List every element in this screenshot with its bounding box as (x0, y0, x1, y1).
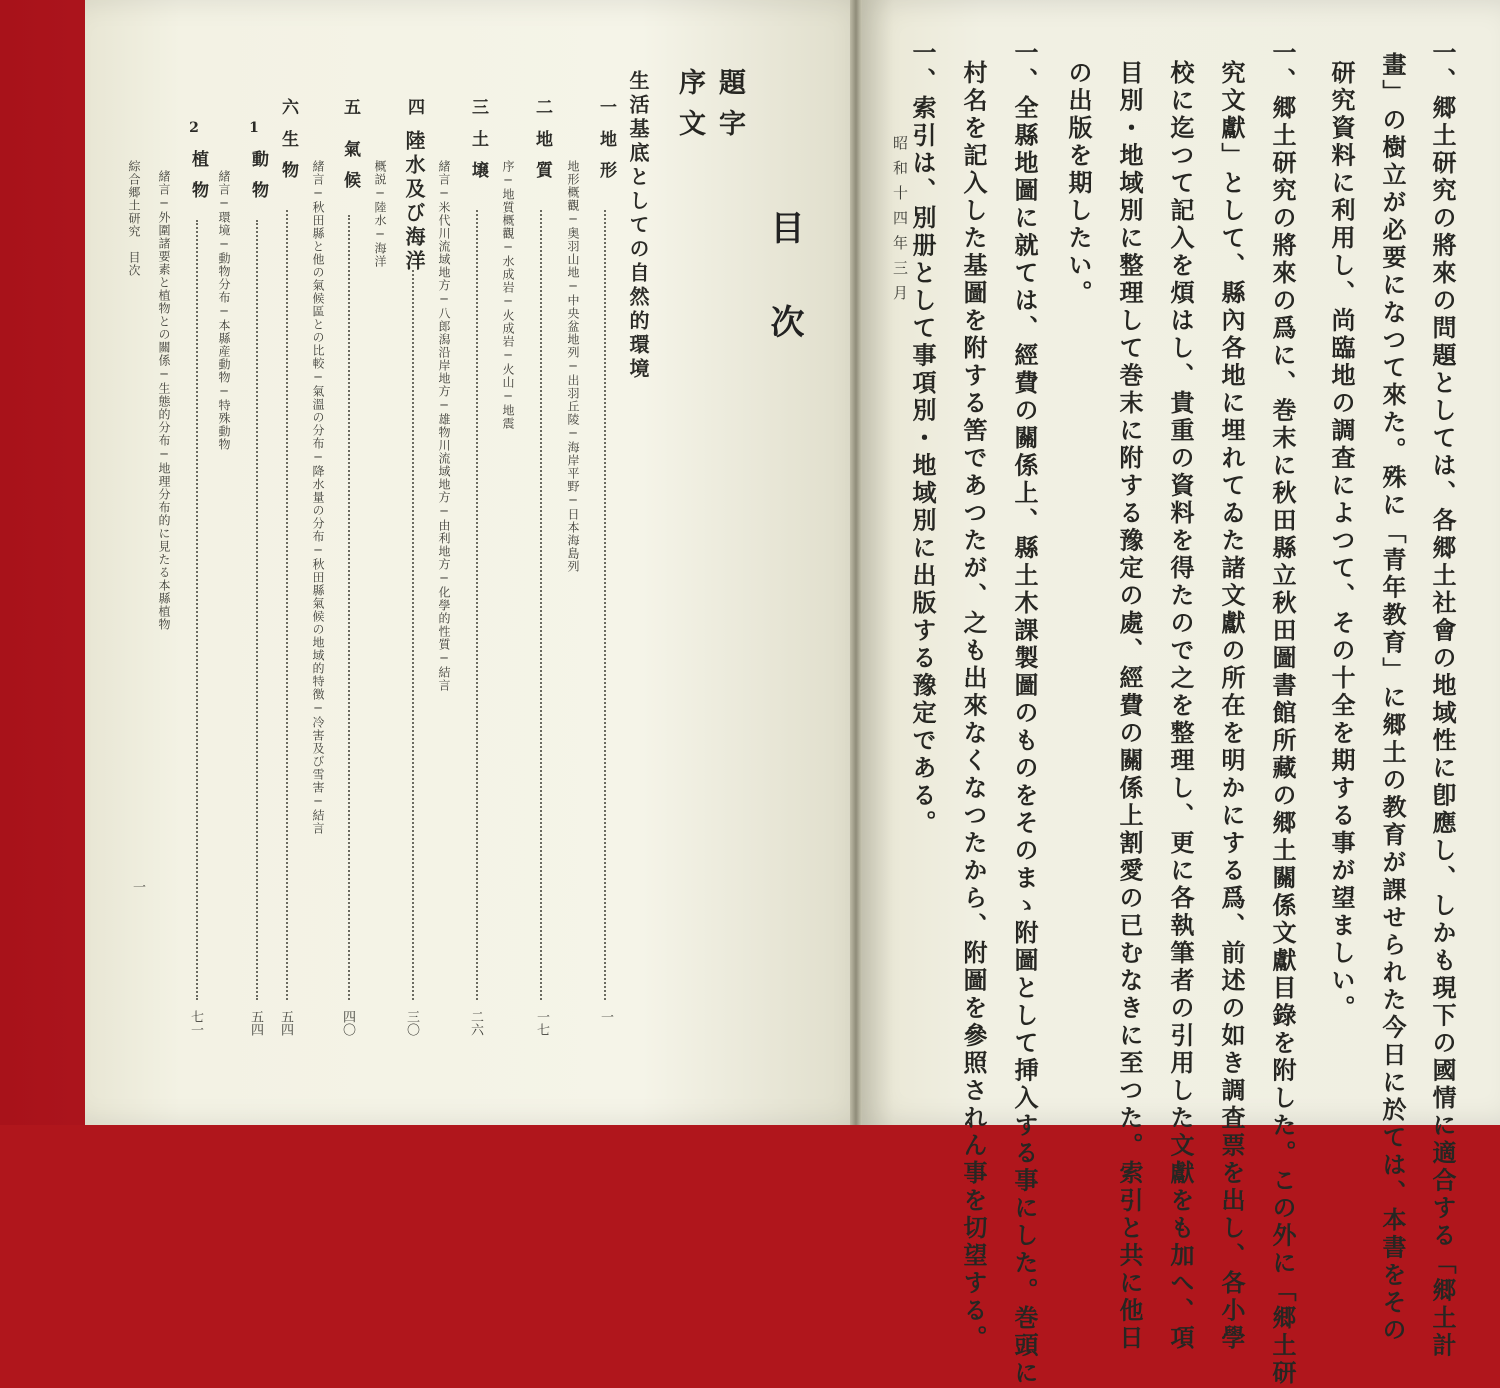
preface-line-9: 一、全縣地圖に就ては、經費の關係上、縣土木課製圖のものをそのまゝ附圖として挿入する事にした。巻頭に (1010, 40, 1039, 1388)
toc-leader (604, 210, 606, 1000)
toc-entry-num: 四 (404, 98, 424, 129)
toc-title: 目次 (764, 210, 804, 398)
preface-line-6: 校に迄つて記入を煩はし、貴重の資料を得たので之を整理し、更に各執筆者の引用した文獻をも加へ、項 (1166, 60, 1195, 1353)
toc-entry-num: 一 (596, 98, 616, 129)
toc-entry-sub: 概説─陸水─海洋 (373, 160, 387, 268)
toc-entry-label: 地形 (596, 130, 616, 192)
toc-leader (348, 215, 350, 1000)
toc-entry-label: 氣候 (340, 140, 360, 202)
toc-entry-num: 六 (278, 98, 298, 129)
preface-line-5: 究文獻」として、縣內各地に埋れてゐた諸文獻の所在を明かにする爲、前述の如き調査票を出し、各小學 (1217, 60, 1246, 1353)
toc-entry-sub: 緒言─米代川流域地方─八郎潟沿岸地方─雄物川流域地方─由利地方─化學的性質─結言 (437, 160, 451, 692)
toc-entry-sub: 地形概觀─奥羽山地─中央盆地列─出羽丘陵─海岸平野─日本海島列 (566, 160, 580, 573)
toc-entry-daiji: 題字 (714, 68, 745, 150)
toc-entry-jobun: 序文 (674, 68, 705, 150)
toc-entry-sub: 緒言─外圍諸要素と植物との關係─生態的分布─地理分布的に見たる本縣植物 (157, 170, 171, 631)
toc-leader (196, 220, 198, 1000)
preface-line-2: 畫」の樹立が必要になつて來た。殊に「青年教育」に郷土の教育が課せられた今日に於ては、本書をその (1378, 52, 1407, 1345)
toc-entry-page: 五四 (248, 1010, 263, 1036)
preface-line-10: 村名を記入した基圖を附する筈であつたが、之も出來なくなつたから、附圖を參照されん事を切望する。 (959, 60, 988, 1353)
toc-entry-num: 1 (246, 120, 262, 150)
toc-leader (286, 210, 288, 1000)
toc-entry-sub: 序─地質概觀─水成岩─火成岩─火山─地震 (501, 160, 515, 430)
preface-line-11: 一、索引は、別册として事項別・地域別に出版する豫定である。 (908, 40, 937, 838)
preface-line-8: の出版を期したい。 (1064, 60, 1093, 308)
toc-entry-label: 動物 (248, 150, 268, 212)
toc-leader (540, 210, 542, 1000)
toc-entry-page: 一 (598, 1010, 613, 1023)
toc-entry-page: 四〇 (340, 1010, 355, 1036)
preface-line-7: 目別・地域別に整理して巻末に附する豫定の處、經費の關係上割愛の已むなきに至つた。索引と共に他日 (1115, 60, 1144, 1353)
toc-entry-page: 五四 (278, 1010, 293, 1036)
toc-entry-label: 土壌 (468, 130, 488, 192)
preface-line-4: 一、郷土研究の將來の爲に、巻末に秋田縣立秋田圖書館所藏の郷土關係文獻目錄を附した。この外に「郷土研 (1268, 40, 1297, 1388)
toc-entry-num: 2 (186, 120, 202, 150)
toc-entry-label: 地質 (532, 130, 552, 192)
toc-part-heading: 生活基底としての自然的環境 (626, 70, 650, 382)
preface-line-3: 研究資料に利用し、尚臨地の調査によつて、その十全を期する事が望ましい。 (1327, 60, 1356, 1023)
toc-leader (256, 220, 258, 1000)
toc-entry-num: 三 (468, 98, 488, 129)
toc-entry-sub: 緒言─秋田縣と他の氣候區との比較─氣溫の分布─降水量の分布─秋田縣氣候の地域的特徴─冷害及び雪害─結言 (311, 160, 325, 835)
book-spine (850, 0, 862, 1125)
preface-line-1: 一、郷土研究の將來の問題としては、各郷土社會の地域性に卽應し、しかも現下の國情に適合する「郷土計 (1428, 40, 1457, 1360)
toc-leader (476, 210, 478, 1000)
toc-entry-num: 二 (532, 98, 552, 129)
toc-running-head: 綜合郷土研究 目次 (127, 160, 141, 277)
toc-leader (412, 270, 414, 1000)
toc-entry-label: 生物 (278, 130, 298, 192)
toc-entry-label: 陸水及び海洋 (402, 130, 426, 274)
toc-entry-sub: 緒言─環境─動物分布─本縣産動物─特殊動物 (217, 170, 231, 451)
toc-page-number: 一 (130, 880, 145, 893)
toc-entry-page: 一七 (534, 1010, 549, 1036)
toc-entry-num: 五 (340, 98, 360, 129)
toc-entry-page: 七一 (188, 1010, 203, 1036)
preface-date: 昭和十四年三月 (891, 135, 909, 310)
toc-entry-page: 二六 (468, 1010, 483, 1036)
toc-entry-page: 三〇 (404, 1010, 419, 1036)
toc-entry-label: 植物 (188, 150, 208, 212)
